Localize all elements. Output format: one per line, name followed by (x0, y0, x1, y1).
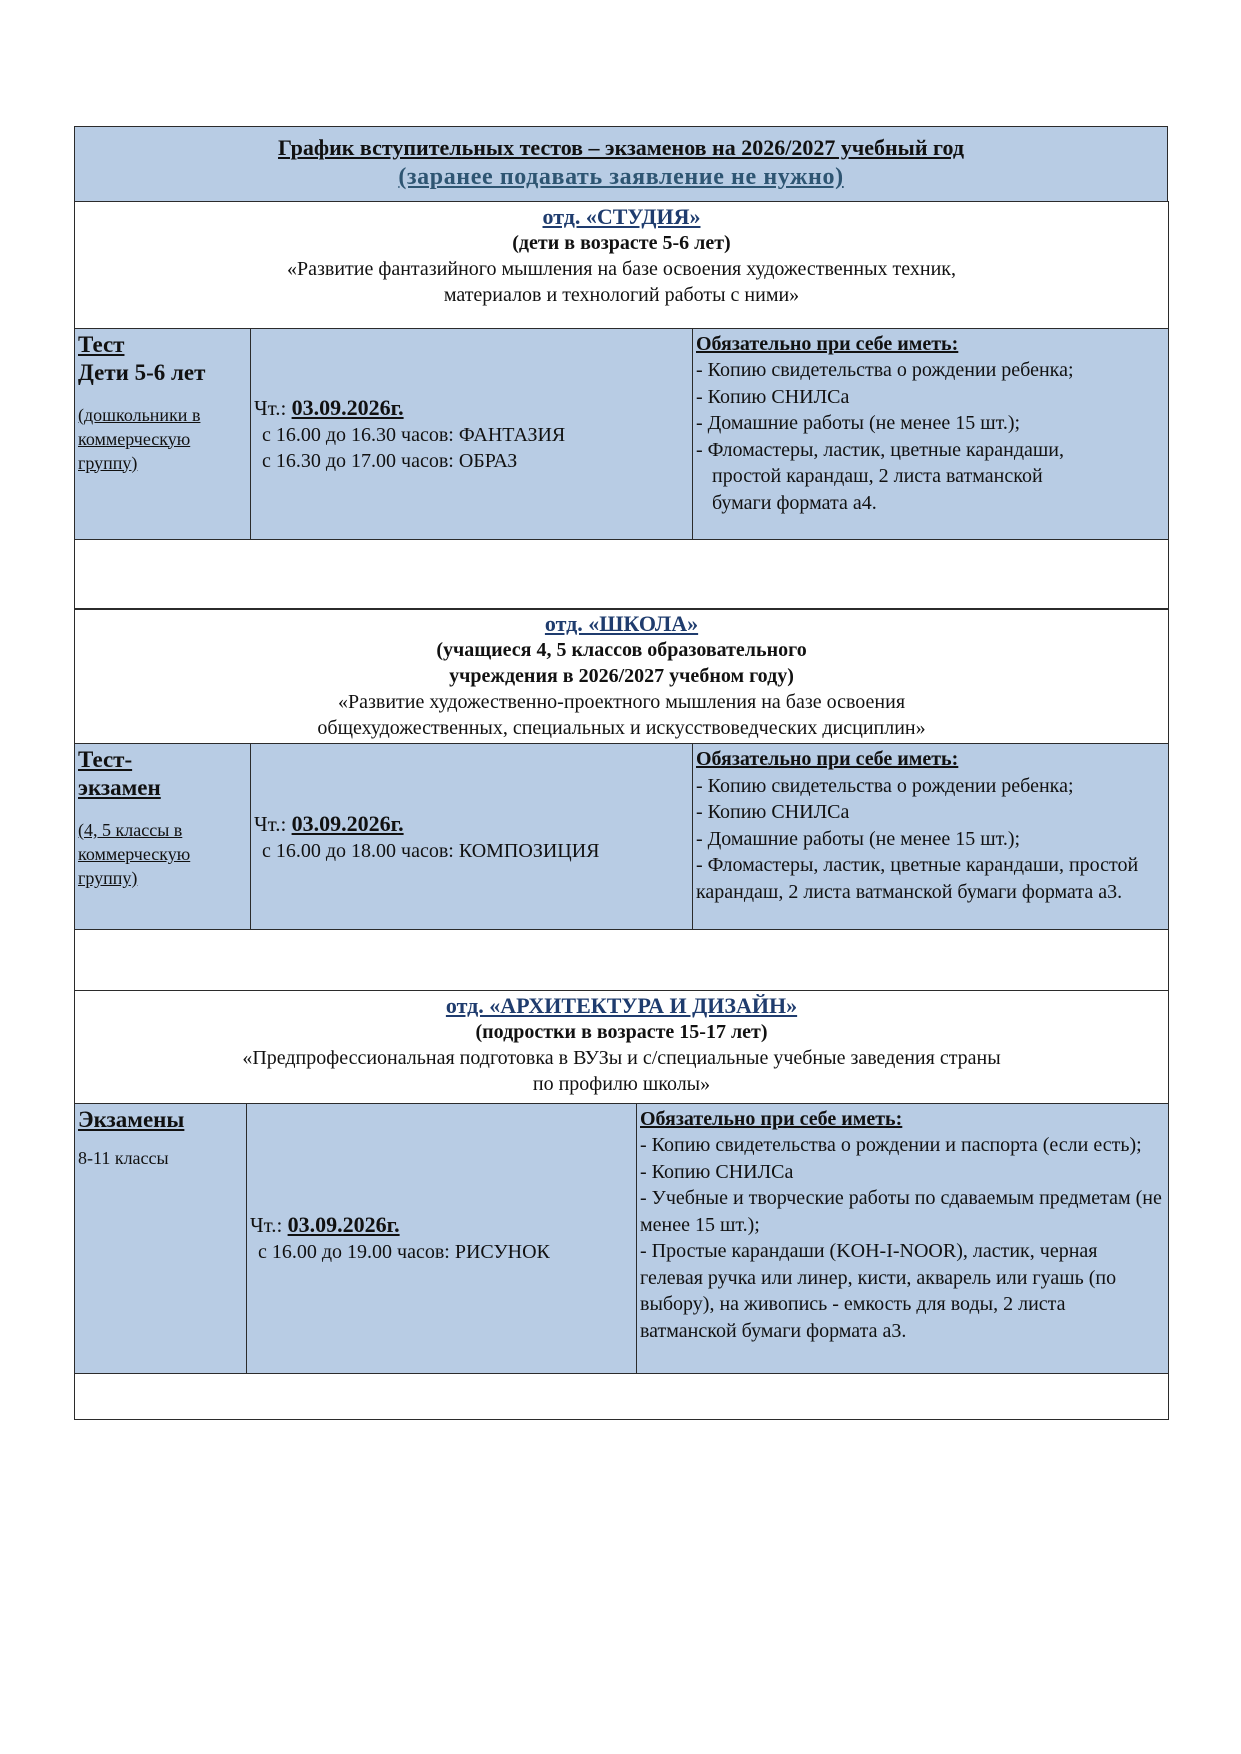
age-group: (учащиеся 4, 5 классов образовательного (436, 639, 807, 661)
section-school (74, 608, 1169, 991)
department-title: отд. «АРХИТЕКТУРА И ДИЗАЙН» (445, 992, 798, 1018)
department-title: отд. «ШКОЛА» (544, 611, 699, 636)
label-cell (75, 1103, 247, 1373)
requirement-item: - Копию свидетельства о рождении ребенка; (696, 359, 1074, 381)
department-title: отд. «СТУДИЯ» (542, 203, 701, 229)
requirements-cell (693, 328, 1169, 539)
schedule-cell (251, 328, 693, 539)
time-slot-1: с 16.00 до 16.30 часов: ФАНТАЗИЯ (262, 423, 566, 446)
section-header (75, 201, 1169, 328)
exam-date: Чт.: 03.09.2026г. (254, 394, 404, 420)
program-description-line1: «Развитие фантазийного мышления на базе освоения художественных техник, (287, 257, 956, 280)
requirements-cell (637, 1103, 1169, 1373)
spacer-row (75, 1373, 1169, 1419)
requirements-title: Обязательно при себе иметь: (696, 332, 959, 355)
test-type-label: Экзамены (78, 1106, 185, 1132)
exam-date: Чт.: 03.09.2026г. (254, 810, 404, 836)
age-group-line2: учреждения в 2026/2027 учебном году) (449, 665, 794, 687)
requirement-item: бумаги формата а4. (712, 491, 877, 514)
section-studio (74, 201, 1169, 610)
requirement-item: - Домашние работы (не менее 15 шт.); (696, 827, 1021, 850)
requirements-title: Обязательно при себе иметь: (640, 1107, 903, 1130)
schedule-cell (247, 1103, 637, 1373)
section-header (75, 609, 1169, 744)
section-architecture (74, 990, 1169, 1420)
group-note: (дошкольники в коммерческую группу) (78, 404, 201, 473)
schedule-cell (251, 744, 693, 930)
age-label: Дети 5-6 лет (78, 359, 206, 385)
requirement-item: - Домашние работы (не менее 15 шт.); (696, 412, 1021, 434)
document-title: График вступительных тестов – экзаменов на 2026/2027 учебный год (278, 135, 964, 160)
requirements-list (637, 1104, 1168, 1345)
time-slot-1: с 16.00 до 18.00 часов: КОМПОЗИЦИЯ (262, 839, 600, 862)
program-description-line2: материалов и технологий работы с ними» (443, 283, 800, 306)
header-table (74, 126, 1168, 202)
time-slot-1: с 16.00 до 19.00 часов: РИСУНОК (258, 1241, 550, 1263)
test-type-label: Тест- (78, 747, 133, 772)
spacer-row (75, 930, 1169, 991)
program-description-line2: общехудожественных, специальных и искусствоведческих дисциплин» (317, 717, 926, 739)
label-cell (75, 328, 251, 539)
group-note: (4, 5 классы в коммерческую группу) (78, 820, 191, 888)
spacer-row (75, 539, 1169, 609)
group-note: 8-11 классы (78, 1147, 169, 1168)
requirement-item: - Учебные и творческие работы по сдаваемым предметам (не менее 15 шт.); (640, 1187, 1162, 1236)
program-description-line1: «Развитие художественно-проектного мышления на базе освоения (337, 691, 906, 713)
section-header (75, 990, 1169, 1103)
requirement-item: - Копию СНИЛСа (696, 385, 850, 408)
test-type-label: Тест (78, 331, 125, 357)
requirements-title: Обязательно при себе иметь: (696, 748, 959, 770)
age-group: (подростки в возрасте 15-17 лет) (475, 1020, 768, 1043)
requirement-item: простой карандаш, 2 листа ватманской (712, 465, 1043, 487)
requirement-item: - Копию СНИЛСа (696, 801, 850, 823)
age-group: (дети в возрасте 5-6 лет) (512, 231, 731, 254)
requirement-item: - Фломастеры, ластик, цветные карандаши, (696, 438, 1064, 461)
label-cell (75, 744, 251, 930)
requirements-list (693, 744, 1168, 905)
requirements-list (693, 329, 1168, 517)
requirement-item: - Копию СНИЛСа (640, 1160, 794, 1183)
header-cell (75, 127, 1168, 202)
test-type-label-line2: экзамен (78, 775, 161, 800)
requirement-item: - Копию свидетельства о рождении ребенка; (696, 774, 1074, 797)
requirement-item: - Копию свидетельства о рождении и паспорта (если есть); (640, 1134, 1142, 1156)
time-slot-2: с 16.30 до 17.00 часов: ОБРАЗ (262, 449, 518, 472)
requirements-cell (693, 744, 1169, 930)
exam-date: Чт.: 03.09.2026г. (250, 1212, 400, 1237)
requirement-item: - Простые карандаши (KOH-I-NOOR), ластик, черная гелевая ручка или линер, кисти, акварель или гуашь (по выбору), на живопись - емкость для воды, 2 листа ватманской бумаги формата а3. (640, 1240, 1117, 1342)
program-description-line2: по профилю школы» (532, 1072, 711, 1095)
schedule-document (74, 126, 1168, 1420)
program-description-line1: «Предпрофессиональная подготовка в ВУЗы и с/специальные учебные заведения страны (242, 1046, 1001, 1069)
requirement-item: - Фломастеры, ластик, цветные карандаши, простой карандаш, 2 листа ватманской бумаги формата а3. (696, 854, 1139, 903)
document-note: (заранее подавать заявление не нужно) (398, 164, 844, 190)
